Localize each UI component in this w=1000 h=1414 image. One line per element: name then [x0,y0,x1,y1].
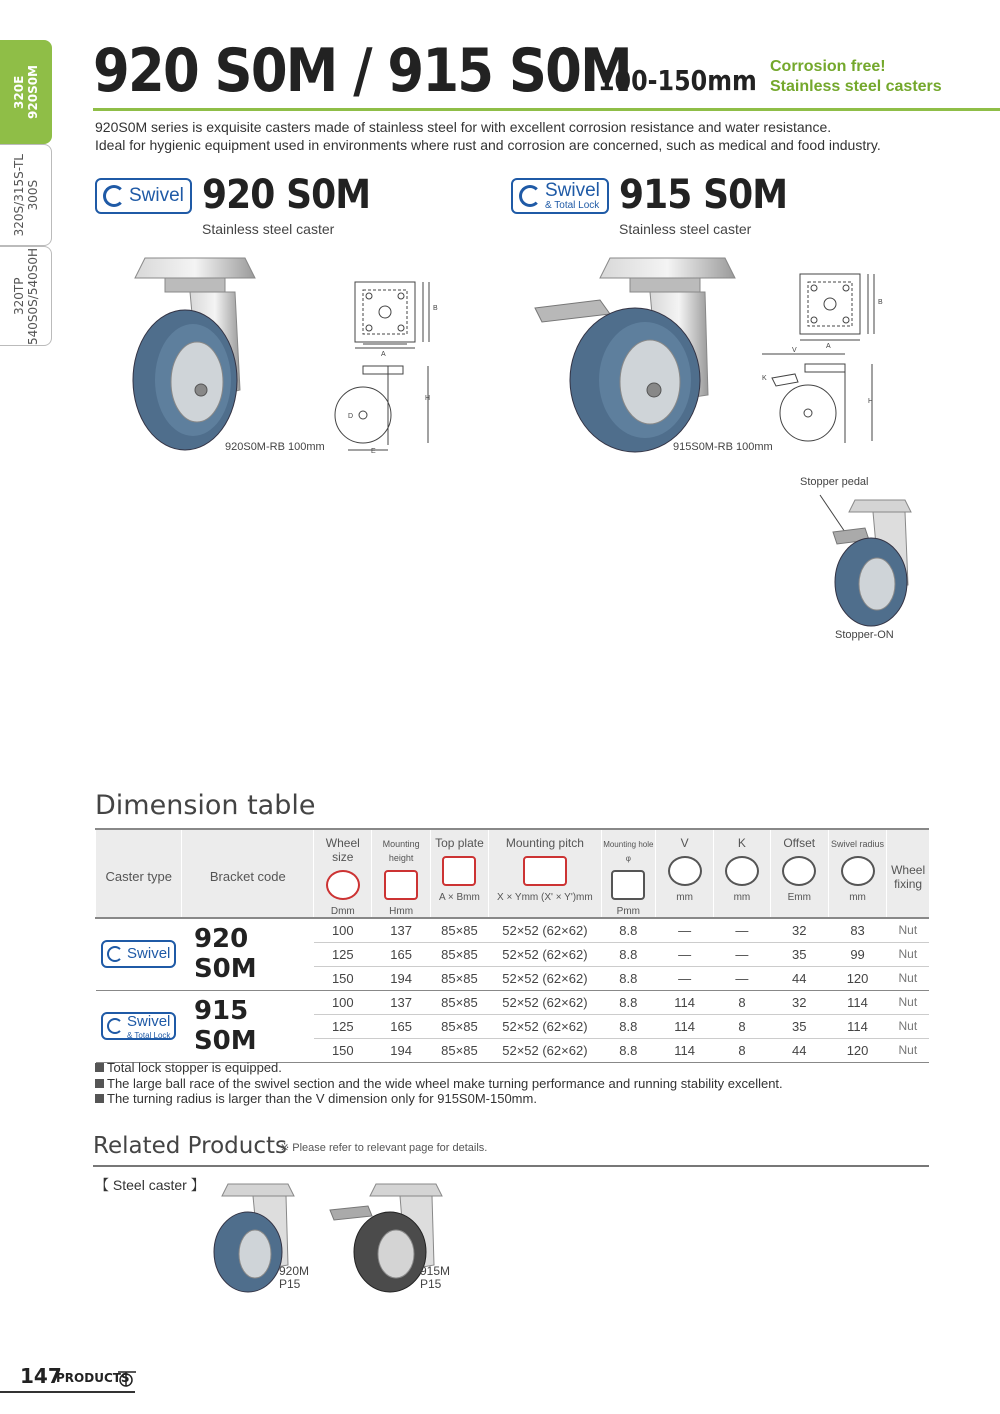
table-cell: 52×52 (62×62) [489,966,602,990]
bullet-square-icon [95,1063,104,1072]
caster-920s0m-image [125,250,265,455]
wheel-size-icon [326,870,360,900]
dim-label-v: V [792,347,797,354]
col-top-plate [430,829,488,918]
col-offset [770,829,828,918]
table-cell: Nut [887,1038,929,1062]
table-cell: 165 [372,1014,430,1038]
table-row [96,990,930,1014]
note-item [95,1091,783,1107]
table-cell: — [714,966,770,990]
col-wheel-fixing [887,829,929,918]
table-cell: 44 [770,966,828,990]
table-cell: 125 [314,942,372,966]
badge-label [545,179,600,211]
col-label: fixing [894,876,923,891]
table-cell: 85×85 [430,966,488,990]
feature-tag [770,57,942,97]
col-swivel-radius [828,829,886,918]
col-label: Mounting pitch [505,836,584,850]
table-row [96,918,930,942]
table-cell: 52×52 (62×62) [489,990,602,1014]
table-cell: 165 [372,942,430,966]
table-cell: — [714,918,770,942]
table-cell: 100 [314,990,372,1014]
col-label: Wheel size [325,836,360,864]
table-cell: 120 [828,1038,886,1062]
col-label: Mounting height [382,839,420,863]
size-range: 100-150mm [598,64,757,97]
mounting-pitch-icon [523,856,567,886]
col-caster-type: Caster type [96,829,182,918]
table-cell: 120 [828,966,886,990]
table-cell: 137 [372,990,430,1014]
related-code: 920M [279,1264,310,1278]
note-text: The turning radius is larger than the V dimension only for 915S0M-150mm. [107,1091,537,1106]
table-cell: 8.8 [601,990,655,1014]
dimension-table [95,828,929,1063]
table-cell: 35 [770,942,828,966]
intro-line2: Ideal for hygienic equipment used in environments where rust and corrosion are concerned, such as medical and food industry. [95,137,881,153]
bracket-code-cell: 920 S0M [182,918,314,990]
related-divider [93,1165,929,1167]
related-page: P15 [279,1277,301,1291]
swivel-icon [107,1018,123,1034]
table-cell: 83 [828,918,886,942]
badge-text: Swivel [127,1012,171,1030]
brand-logo-icon [116,1368,138,1388]
table-cell: 8.8 [601,942,655,966]
col-label: Top plate [435,836,484,850]
dim-label-a: A [381,351,386,358]
table-cell: Nut [887,1014,929,1038]
page-title: 920 S0M / 915 S0M [93,36,631,106]
dim-label-d: D [348,413,354,420]
table-cell: 8 [714,1014,770,1038]
table-cell: 85×85 [430,1014,488,1038]
related-915m-label [420,1265,450,1291]
table-cell: 150 [314,966,372,990]
related-code: 915M [420,1264,451,1278]
stopper-on-label: Stopper-ON [835,629,894,641]
dim-label-h: H [425,395,431,402]
feature-tag-line1: Corrosion free! [770,58,886,75]
footer-label: PRODUCTS [56,1371,130,1385]
col-unit: mm [849,892,866,903]
swivel-badge [95,178,192,214]
table-cell: 52×52 (62×62) [489,1038,602,1062]
top-plate-icon [442,856,476,886]
col-label: V [680,836,689,850]
dim-label-k: K [762,375,767,382]
table-cell: 85×85 [430,918,488,942]
table-cell: — [655,942,713,966]
col-unit: Hmm [389,906,414,917]
table-cell: 150 [314,1038,372,1062]
col-wheel-size [314,829,372,918]
k-dimension-icon [725,856,759,886]
table-cell: 114 [828,990,886,1014]
dim-label-e: E [371,448,376,455]
table-cell: 52×52 (62×62) [489,1014,602,1038]
col-unit: X × Ymm (X' × Y')mm [497,892,593,903]
table-cell: 85×85 [430,990,488,1014]
col-v [655,829,713,918]
col-label: Offset [783,836,816,850]
table-cell: 8.8 [601,966,655,990]
col-bracket-code: Bracket code [182,829,314,918]
table-cell: 8.8 [601,1014,655,1038]
col-label: Mounting hole φ [603,840,654,863]
table-cell: Nut [887,966,929,990]
col-unit: A × Bmm [439,892,480,903]
bullet-square-icon [95,1079,104,1088]
side-tab-label: 540S0S/540S0H [25,247,40,345]
dim-label-a: A [826,343,831,350]
swivel-icon [519,185,541,207]
note-item [95,1060,783,1076]
table-cell: 194 [372,1038,430,1062]
table-cell: 44 [770,1038,828,1062]
note-text: The large ball race of the swivel section and the wide wheel make turning performance and running stability excellent. [107,1075,783,1091]
table-header-row [96,829,930,918]
note-item [95,1076,783,1092]
side-tab-label: 320TP [11,277,26,315]
stopper-on-image [805,490,915,630]
col-unit: Pmm [616,906,640,917]
table-cell: 114 [655,1014,713,1038]
related-920m-label [279,1265,309,1291]
dimension-table-body [96,918,930,1062]
dim-label-b: B [878,299,883,306]
image-caption-920: 920S0M-RB 100mm [225,441,325,453]
related-products-title: Related Products [93,1133,287,1159]
title-divider [93,108,1000,111]
table-cell: — [655,966,713,990]
table-cell: 125 [314,1014,372,1038]
stopper-pedal-label: Stopper pedal [800,476,869,488]
table-cell: 114 [655,1038,713,1062]
table-cell: 85×85 [430,1038,488,1062]
col-unit: mm [676,892,693,903]
product-subtitle-920: Stainless steel caster [202,221,335,237]
table-cell: 114 [655,990,713,1014]
mounting-hole-icon [611,870,645,900]
table-cell: 8.8 [601,918,655,942]
col-label: Wheel [891,862,926,877]
table-cell: 99 [828,942,886,966]
product-name-915: 915 S0M [619,172,788,218]
table-cell: 52×52 (62×62) [489,918,602,942]
bracket-code-cell: 915 S0M [182,990,314,1062]
side-tab-label: 920S0M [25,65,40,119]
badge-text: Swivel [127,945,171,963]
col-k [714,829,770,918]
side-tab-label: 300S [25,179,40,211]
table-cell: 32 [770,918,828,942]
table-cell: Nut [887,918,929,942]
dim-label-h: H [868,398,874,405]
table-cell: — [714,942,770,966]
side-tab-320s-315s-tl-300s[interactable] [0,144,52,246]
footer-divider [0,1391,135,1393]
bullet-square-icon [95,1094,104,1103]
col-label: K [737,836,746,850]
note-text: Total lock stopper is equipped. [107,1060,282,1075]
side-tab-label: 320E [11,75,26,109]
swivel-icon [107,946,123,962]
table-cell: Nut [887,942,929,966]
product-name-920: 920 S0M [202,172,371,218]
image-caption-915: 915S0M-RB 100mm [673,441,773,453]
table-cell: 32 [770,990,828,1014]
side-tab-320tp-540s0s-540s0h[interactable] [0,246,52,346]
product-subtitle-915: Stainless steel caster [619,221,752,237]
table-cell: Nut [887,990,929,1014]
table-cell: 137 [372,918,430,942]
table-cell: 85×85 [430,942,488,966]
col-mounting-height [372,829,430,918]
mounting-height-icon [384,870,418,900]
badge-text: Swivel [545,179,600,201]
feature-tag-line2: Stainless steel casters [770,78,942,95]
badge-label [127,945,170,963]
caster-type-cell [96,918,182,990]
page-number: 147 [20,1364,62,1388]
col-unit: mm [733,892,751,903]
badge-label: Swivel [129,185,184,206]
offset-icon [782,856,816,886]
dim-label-b: B [433,305,438,312]
col-mounting-hole [601,829,655,918]
table-cell: 100 [314,918,372,942]
steel-caster-category: 【 Steel caster 】 [95,1177,205,1193]
badge-label [127,1013,170,1040]
swivel-radius-icon [841,856,875,886]
table-cell: — [655,918,713,942]
caster-915s0m-image [530,250,740,455]
swivel-icon [103,185,125,207]
table-cell: 114 [828,1014,886,1038]
table-cell: 194 [372,966,430,990]
side-tab-320e-920s0m[interactable] [0,40,52,144]
col-unit: Emm [787,892,811,903]
swivel-badge [101,940,176,968]
col-unit: Dmm [330,906,355,917]
related-page: P15 [420,1277,442,1291]
intro-text [95,118,881,154]
technical-drawing-915s0m [760,268,885,458]
dimension-table-title: Dimension table [95,790,316,821]
table-cell: 8 [714,990,770,1014]
badge-subtext: & Total Lock [127,1030,171,1040]
col-label: Swivel radius [831,839,885,849]
swivel-total-lock-badge [101,1012,176,1040]
intro-line1: 920S0M series is exquisite casters made of stainless steel for with excellent corrosion resistance and water resistance. [95,119,832,135]
table-cell: 8 [714,1038,770,1062]
notes [95,1060,783,1107]
side-tab-label: 320S/315S-TL [11,153,26,237]
swivel-total-lock-badge [511,178,609,214]
technical-drawing-920s0m [333,270,443,455]
col-mounting-pitch [489,829,602,918]
table-cell: 8.8 [601,1038,655,1062]
table-cell: 52×52 (62×62) [489,942,602,966]
badge-subtext: & Total Lock [545,199,600,211]
table-cell: 35 [770,1014,828,1038]
v-dimension-icon [668,856,702,886]
caster-type-cell [96,990,182,1062]
related-products-note: ※ Please refer to relevant page for details. [280,1142,488,1154]
